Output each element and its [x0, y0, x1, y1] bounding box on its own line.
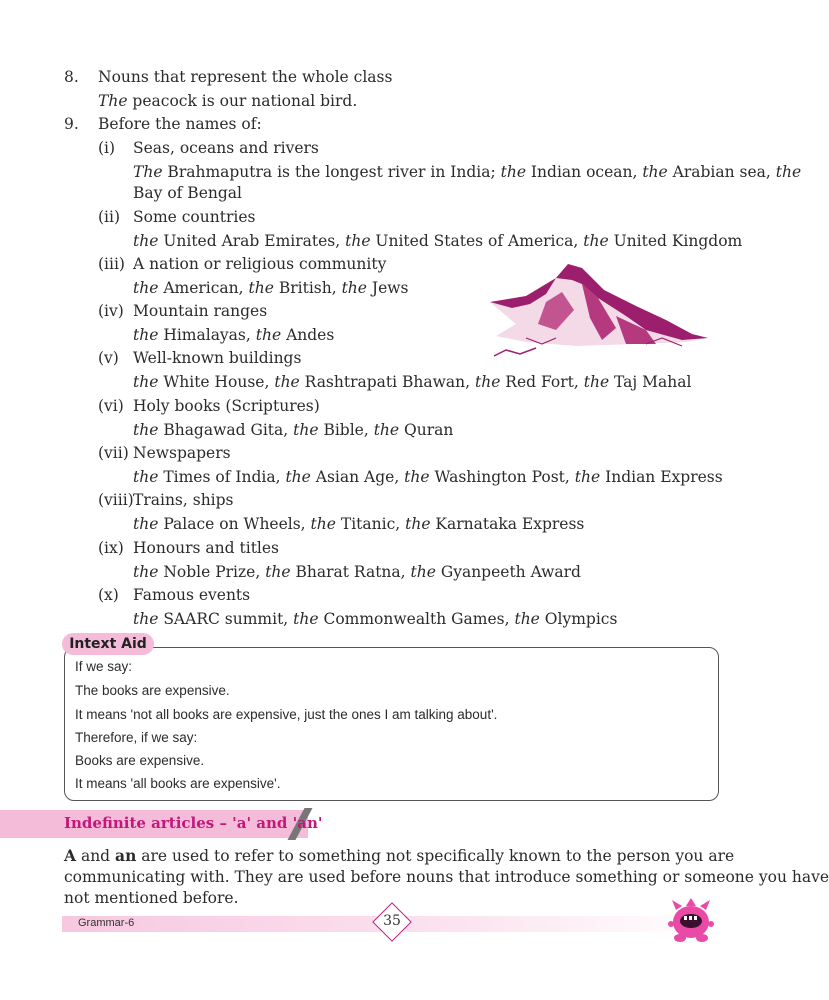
paragraph-line: communicating with. They are used before nouns that introduce something or someone you have	[64, 868, 829, 886]
sub-example: the Noble Prize, the Bharat Ratna, the Gyanpeeth Award	[133, 563, 581, 581]
paragraph-line: A and an are used to refer to something not specifically known to the person you are	[64, 846, 735, 865]
item-8-example: The peacock is our national bird.	[98, 92, 358, 110]
sub-number: (v)	[98, 349, 119, 367]
sub-number: (iii)	[98, 255, 125, 273]
page-number: 35	[383, 913, 401, 929]
sub-number: (vii)	[98, 444, 129, 462]
sub-number: (iv)	[98, 302, 124, 320]
sub-example: the United Arab Emirates, the United States of America, the United Kingdom	[133, 232, 743, 250]
sub-number: (ii)	[98, 208, 121, 226]
intext-aid-line: If we say:	[75, 659, 133, 674]
intext-aid-line: Books are expensive.	[75, 753, 205, 768]
sub-example: The Brahmaputra is the longest river in India; the Indian ocean, the Arabian sea, the	[133, 163, 802, 181]
sub-number: (i)	[98, 139, 116, 157]
intext-aid-line: It means 'not all books are expensive, just the ones I am talking about'.	[75, 707, 498, 722]
intext-aid-line: Therefore, if we say:	[75, 730, 198, 745]
sub-example: the Himalayas, the Andes	[133, 326, 335, 344]
sub-example-cont: Bay of Bengal	[133, 184, 242, 202]
sub-number: (viii)	[98, 491, 134, 509]
sub-title: A nation or religious community	[133, 255, 387, 273]
sub-example: the Times of India, the Asian Age, the Washington Post, the Indian Express	[133, 468, 723, 486]
sub-example: the American, the British, the Jews	[133, 279, 409, 297]
sub-title: Seas, oceans and rivers	[133, 139, 319, 157]
sub-title: Well-known buildings	[133, 349, 302, 367]
intext-aid-line: The books are expensive.	[75, 683, 230, 698]
mascot-monster-icon	[666, 896, 716, 944]
section-heading: Indefinite articles – 'a' and 'an'	[64, 814, 323, 832]
sub-title: Mountain ranges	[133, 302, 268, 320]
item-9-title: Before the names of:	[98, 115, 262, 133]
sub-example: the SAARC summit, the Commonwealth Games, the Olympics	[133, 610, 618, 628]
intext-aid-line: It means 'all books are expensive'.	[75, 776, 281, 791]
sub-number: (x)	[98, 586, 119, 604]
sub-example: the Bhagawad Gita, the Bible, the Quran	[133, 421, 454, 439]
sub-title: Some countries	[133, 208, 256, 226]
list-number-9: 9.	[64, 115, 79, 133]
sub-title: Holy books (Scriptures)	[133, 397, 320, 415]
mountain-illustration	[486, 258, 714, 360]
sub-example: the Palace on Wheels, the Titanic, the Karnataka Express	[133, 515, 585, 533]
sub-number: (vi)	[98, 397, 124, 415]
list-number-8: 8.	[64, 68, 79, 86]
paragraph-line: not mentioned before.	[64, 889, 239, 907]
footer-book-title: Grammar-6	[78, 917, 135, 929]
sub-title: Trains, ships	[133, 491, 234, 509]
sub-example: the White House, the Rashtrapati Bhawan, the Red Fort, the Taj Mahal	[133, 373, 692, 391]
sub-number: (ix)	[98, 539, 124, 557]
sub-title: Honours and titles	[133, 539, 280, 557]
item-8-title: Nouns that represent the whole class	[98, 68, 393, 86]
sub-title: Famous events	[133, 586, 251, 604]
sub-title: Newspapers	[133, 444, 231, 462]
intext-aid-label: Intext Aid	[62, 633, 154, 655]
